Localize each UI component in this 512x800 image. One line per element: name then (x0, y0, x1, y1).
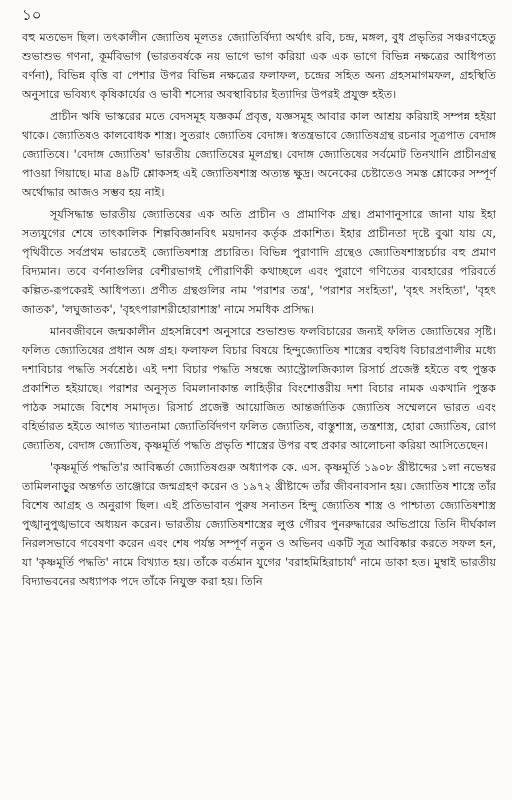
paragraph-3: সূর্যসিদ্ধান্ত ভারতীয় জ্যোতিষের এক অতি প্রাচীন ও প্রামাণিক গ্রন্থ। প্রমাণানুসারে জানা যায় ইহা সত্যযুগের শেষে তাৎকালিক শিল্পবিজ্ঞানবিৎ ময়দানব কর্তৃক প্রকাশিত। ইহার প্রাচীনতা দৃষ্টে বুঝা যায় যে, পৃথিবীতে সর্বপ্রথম ভারতেই জ্যোতিষশাস্ত্র প্রচারিত। বিভিন্ন পুরাণাদি গ্রন্থেও জ্যোতিষশাস্ত্রচর্চার বহু প্রমাণ বিদ্যমান। তবে বর্ণনাগুলির বেশীরভাগই পৌরাণিকী কথাচ্ছলে এবং পুরাণে গণিতের ব্যবহারের পরিবর্তে কল্পিত-রূপকেরই আধিপত্য। প্রণীত গ্রন্থগুলির নাম 'পরাশর তন্ত্র', 'পরাশর সংহিতা', 'বৃহৎ সংহিতা', 'বৃহৎ জাতক', 'লঘুজাতক', 'বৃহৎপারাশরীহোরাশাস্ত্র' নামে সমধিক প্রসিদ্ধ। (22, 208, 496, 316)
paragraph-5: 'কৃষ্ণমূর্তি পদ্ধতি'র আবিষ্কর্তা জ্যোতিষগুরু অধ্যাপক কে. এস. কৃষ্ণমূর্তি ১৯০৮ খ্রীষ্টাব্দের ১লা নভেম্বর তামিলনাড়ুর অন্তর্গত তাঞ্জোরে জন্মগ্রহণ করেন ও ১৯৭২ খ্রীষ্টাব্দে তাঁর জীবনাবসান হয়। জ্যোতিষ শাস্ত্রে তাঁর বিশেষ আগ্রহ ও অনুরাগ ছিল। এই প্রতিভাবান পুরুষ সনাতন হিন্দু জ্যোতিষ শাস্ত্র ও পাশ্চাত্য জ্যোতিষশাস্ত্র পুঙ্খানুপুঙ্খভাবে অধ্যয়ন করেন। ভারতীয় জ্যোতিষশাস্ত্রের লুপ্ত গৌরব পুনরুদ্ধারের অভিপ্রায়ে তিনি দীর্ঘকাল নিরলসভাবে গবেষণা করেন এবং শেষ পর্যন্ত সম্পূর্ণ নতুন ও অভিনব একটি সূত্র আবিষ্কার করতে সফল হন, যা 'কৃষ্ণমূর্তি পদ্ধতি' নামে বিখ্যাত হয়। তাঁকে বর্তমান যুগের 'বরাহমিহিরাচার্য' নামে ডাকা হত। মুম্বাই ভারতীয় বিদ্যাভবনের অধ্যাপক পদে তাঁকে নিযুক্ত করা হয়। তিনি (22, 461, 496, 588)
page-number: ১০ (22, 6, 42, 24)
paragraph-4: মানবজীবনে জন্মকালীন গ্রহসন্নিবেশ অনুসারে শুভাশুভ ফলবিচারের জন্যই ফলিত জ্যোতিষের সৃষ্টি। ফলিত জ্যোতিষের প্রধান অঙ্গ গ্রহ। ফলাফল বিচার বিষয়ে হিন্দুজ্যোতিষ শাস্ত্রের বহুবিধ বিচারপ্রণালীর মধ্যে দশাবিচার পদ্ধতি সর্বশ্রেষ্ঠ। এই দশা বিচার পদ্ধতি সম্বন্ধে অ্যাস্ট্রোলজিক্যাল রিসার্চ প্রজেক্ট হইতে বহু পুস্তক প্রকাশিত হইয়াছে। পরাশর অনুসৃত বিমলানাকান্ত লাহিড়ীর বিংশোত্তরীয় দশা বিচার নামক একখানি পুস্তক পাঠক সমাজে বিশেষ সমাদৃত। রিসার্চ প্রজেক্ট আয়োজিত আন্তর্জাতিক জ্যোতিষ সম্মেলনে ভারত এবং বহির্ভারত হইতে আগত খ্যাতনামা জ্যোতির্বিদগণ ফলিত জ্যোতিষ, বাস্তুশাস্ত্র, তন্ত্রশাস্ত্র, হোরা জ্যোতিষ, রোগ জ্যোতিষ, বেদাঙ্গ জ্যোতিষ, কৃষ্ণমূর্তি পদ্ধতি প্রভৃতি শাস্ত্রের উপর বহু প্রকার আলোচনা করিয়া আসিতেছেন। (22, 325, 496, 452)
paragraph-1: বহু মতভেদ ছিল। তৎকালীন জ্যোতিষ মূলতঃ জ্যোতির্বিদ্যা অর্থাৎ রবি, চন্দ্র, মঙ্গল, বুধ প্রভৃতির সঞ্চরণহেতু শুভাশুভ গণনা, কূর্মবিভাগ (ভারতবর্ষকে নয় ভাগে ভাগ করিয়া এক এক ভাগে বিভিন্ন নক্ষত্রের আধিপত্য বর্ণনা), বিভিন্ন বৃত্তি বা পেশার উপর বিভিন্ন নক্ষত্রের ফলাফল, চন্দ্রের সহিত অন্য গ্রহসমাগমফল, গ্রহস্থিতি অনুসারে ভবিষ্যৎ কৃষিকার্যের ও ভাবী শস্যের অবস্থাবিচার ইত্যাদির উপরই প্রযুক্ত হইত। (22, 31, 496, 101)
paragraph-2: প্রাচীন ঋষি ভাস্করের মতে বেদসমূহ যজ্ঞকর্ম প্রবৃত্ত, যজ্ঞসমূহ আবার কাল আশ্রয় করিয়াই সম্পন্ন হইয়া থাকে। জ্যোতিষও কালবোধক শাস্ত্র। সুতরাং জ্যোতিষ বেদাঙ্গ। স্বতন্ত্রভাবে জ্যোতিষগ্রন্থ রচনার সূত্রপাত বেদাঙ্গ জ্যোতিষে। 'বেদাঙ্গ জ্যোতিষ' ভারতীয় জ্যোতিষের মূলগ্রন্থ। বেদাঙ্গ জ্যোতিষের সর্বমোট তিনখানি প্রাচীনগ্রন্থ পাওয়া গিয়াছে। মাত্র ৪৯টি শ্লোকসহ এই জ্যোতিষশাস্ত্র অত্যন্ত ক্ষুদ্র। অনেকের চেষ্টাতেও সমস্ত শ্লোকের সম্পূর্ণ অর্থোদ্ধার আজও সম্ভব হয় নাই। (22, 110, 496, 199)
